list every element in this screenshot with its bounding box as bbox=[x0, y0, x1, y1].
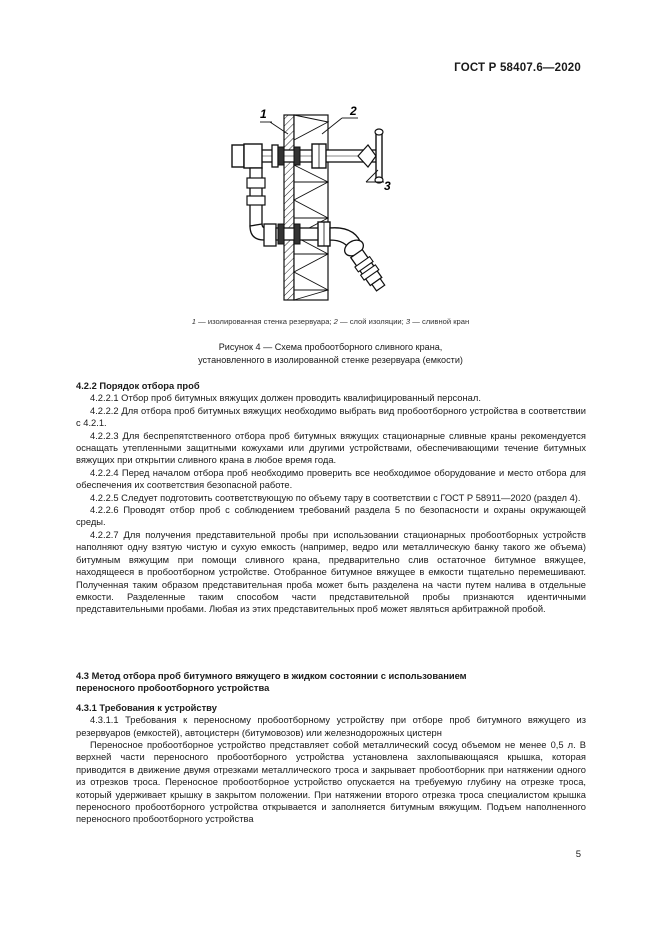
section-4-2-2 bbox=[76, 380, 586, 616]
callout-1: 1 bbox=[260, 107, 267, 121]
callout-2: 2 bbox=[350, 104, 357, 118]
section-heading-cont: переносного пробоотборного устройства bbox=[76, 683, 270, 694]
figure-caption: Рисунок 4 — Схема пробоотборного сливного крана, установленного в изолированной стенке резервуара (емкости) bbox=[198, 342, 463, 365]
paragraph: 4.2.2.2 Для отбора проб битумных вяжущих необходимо выбрать вид пробоотборного устройства в соответствии с 4.2.1. bbox=[76, 405, 586, 429]
page-number: 5 bbox=[575, 849, 581, 860]
paragraph: 4.2.2.6 Проводят отбор проб с соблюдением требований раздела 5 по безопасности и охраны окружающей среды. bbox=[76, 505, 586, 528]
drain-valve bbox=[358, 145, 376, 167]
figure-legend: 1 — изолированная стенка резервуара; 2 — слой изоляции; 3 — сливной кран bbox=[191, 317, 470, 326]
paragraph: 4.2.2.4 Перед началом отбора проб необходимо проверить все необходимое оборудование и место отбора для обеспечения их соответствия безопасной работе. bbox=[76, 467, 586, 491]
section-heading: 4.2.2 Порядок отбора проб bbox=[76, 381, 200, 391]
tank-wall bbox=[284, 115, 294, 300]
subsection-heading: 4.3.1 Требования к устройству bbox=[76, 702, 217, 713]
paragraph: 4.2.2.1 Отбор проб битумных вяжущих должен проводить квалифицированный персонал. bbox=[90, 393, 481, 404]
figure-4-drawing bbox=[218, 100, 478, 310]
section-heading: 4.3 Метод отбора проб битумного вяжущего в жидком состоянии с использованием bbox=[76, 671, 467, 681]
paragraph: 4.3.1.1 Требования к переносному пробоотборному устройству при отборе проб битумного вяжущего из резервуаров (емкостей), автоцистерн (битумовозов) или железнодорожных цистерн bbox=[76, 715, 586, 738]
insulation-layer bbox=[294, 115, 328, 300]
paragraph: 4.2.2.3 Для беспрепятственного отбора проб битумных вяжущих стационарные сливные краны рекомендуется оснащать утепленными защитными кожухами или другими устройствами, обеспечивающими течение битумных вяжущих при открытии сливного крана в любое время года. bbox=[76, 430, 586, 466]
standard-designation: ГОСТ Р 58407.6—2020 bbox=[454, 62, 581, 74]
section-4-3 bbox=[76, 670, 586, 826]
paragraph: Переносное пробоотборное устройство представляет собой металлический сосуд объемом не менее 0,5 л. В верхней части переносного пробоотборного устройства установлена захлопывающаяся крышка, которая приводится в движение двумя отрезками металлического троса и закрывает пробоотборник при натяжении одного из отрезков троса. Переносное пробоотборное устройство опускается на требуемую глубину на отрезке троса, который удерживает крышку в закрытом положении. При натяжении второго отрезка троса специалистом крышка переносного пробоотборного устройства открывается и заполняется битумным вяжущим. Подъем наполненного переносного пробоотборного устройства bbox=[76, 740, 586, 825]
callout-3: 3 bbox=[384, 179, 391, 193]
paragraph: 4.2.2.7 Для получения представительной пробы при использовании стационарных пробоотборных устройств наполняют одну взятую чистую и сухую емкость (например, ведро или металлическую банку такого же объема) битумным вяжущим при помощи сливного крана, предварительно слив остаточное битумное вяжущее, находящееся в пробоотборном устройстве. Отобранное битумное вяжущее в емкости тщательно перемешивают. Полученная таким образом представительная проба может быть разделена на части путем налива в отдельные емкости. Разделенные таким способом части представительной пробы признаются идентичными представительными пробами. Любая из этих представительных проб может являться арбитражной пробой. bbox=[76, 529, 586, 615]
paragraph: 4.2.2.5 Следует подготовить соответствующую по объему тару в соответствии с ГОСТ Р 58911—2020 (раздел 4). bbox=[90, 492, 581, 503]
